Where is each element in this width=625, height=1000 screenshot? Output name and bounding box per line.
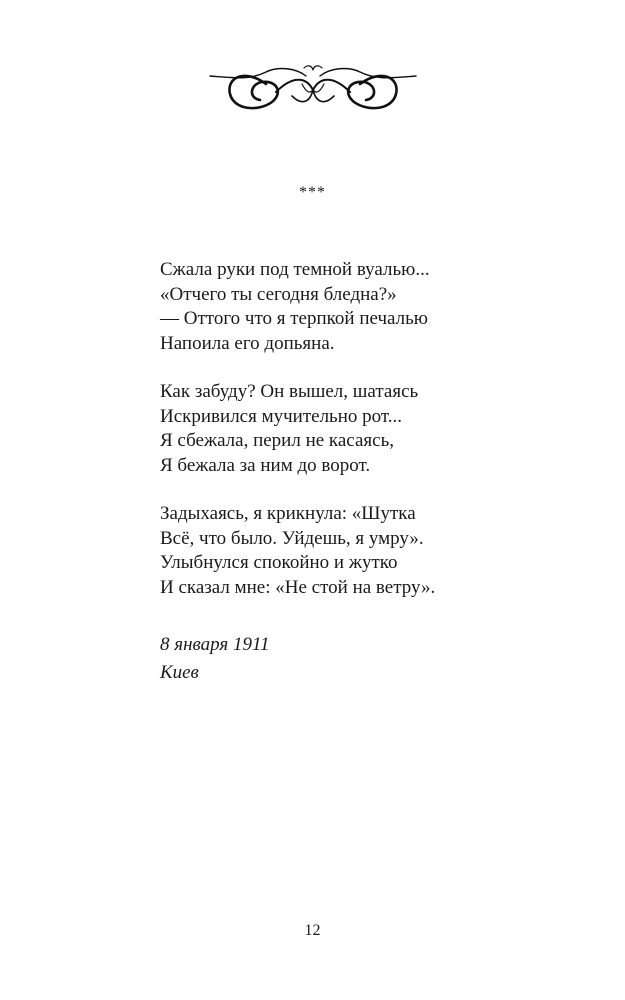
poem-line: Искривился мучительно рот... <box>160 405 403 427</box>
poem-line: Я сбежала, перил не касаясь, <box>160 430 394 451</box>
stanza <box>160 502 580 600</box>
poem-line: И сказал мне: «Не стой на ветру». <box>160 576 436 598</box>
section-separator: *** <box>299 184 326 201</box>
poem-place: Киев <box>160 662 199 683</box>
poem-date: 8 января 1911 <box>160 634 270 655</box>
poem-line: Сжала руки под темной вуалью... <box>160 259 430 280</box>
flourish-ornament-icon <box>206 62 420 118</box>
poem-line: Как забуду? Он вышел, шатаясь <box>160 381 419 402</box>
poem-line: Напоила его допьяна. <box>160 332 335 354</box>
poem-line: — Оттого что я терпкой печалью <box>160 308 428 329</box>
poem-line: Я бежала за ним до ворот. <box>160 454 371 476</box>
stanza <box>160 258 580 356</box>
poem-line: Улыбнулся спокойно и жутко <box>160 552 398 573</box>
poem-body <box>160 258 580 624</box>
poem-line: Задыхаясь, я крикнула: «Шутка <box>160 503 416 524</box>
poem-line: Всё, что было. Уйдешь, я умру». <box>160 527 424 549</box>
poem-dateline <box>160 631 460 687</box>
poem-line: «Отчего ты сегодня бледна?» <box>160 283 397 305</box>
stanza <box>160 380 580 478</box>
page-number: 12 <box>304 922 321 939</box>
